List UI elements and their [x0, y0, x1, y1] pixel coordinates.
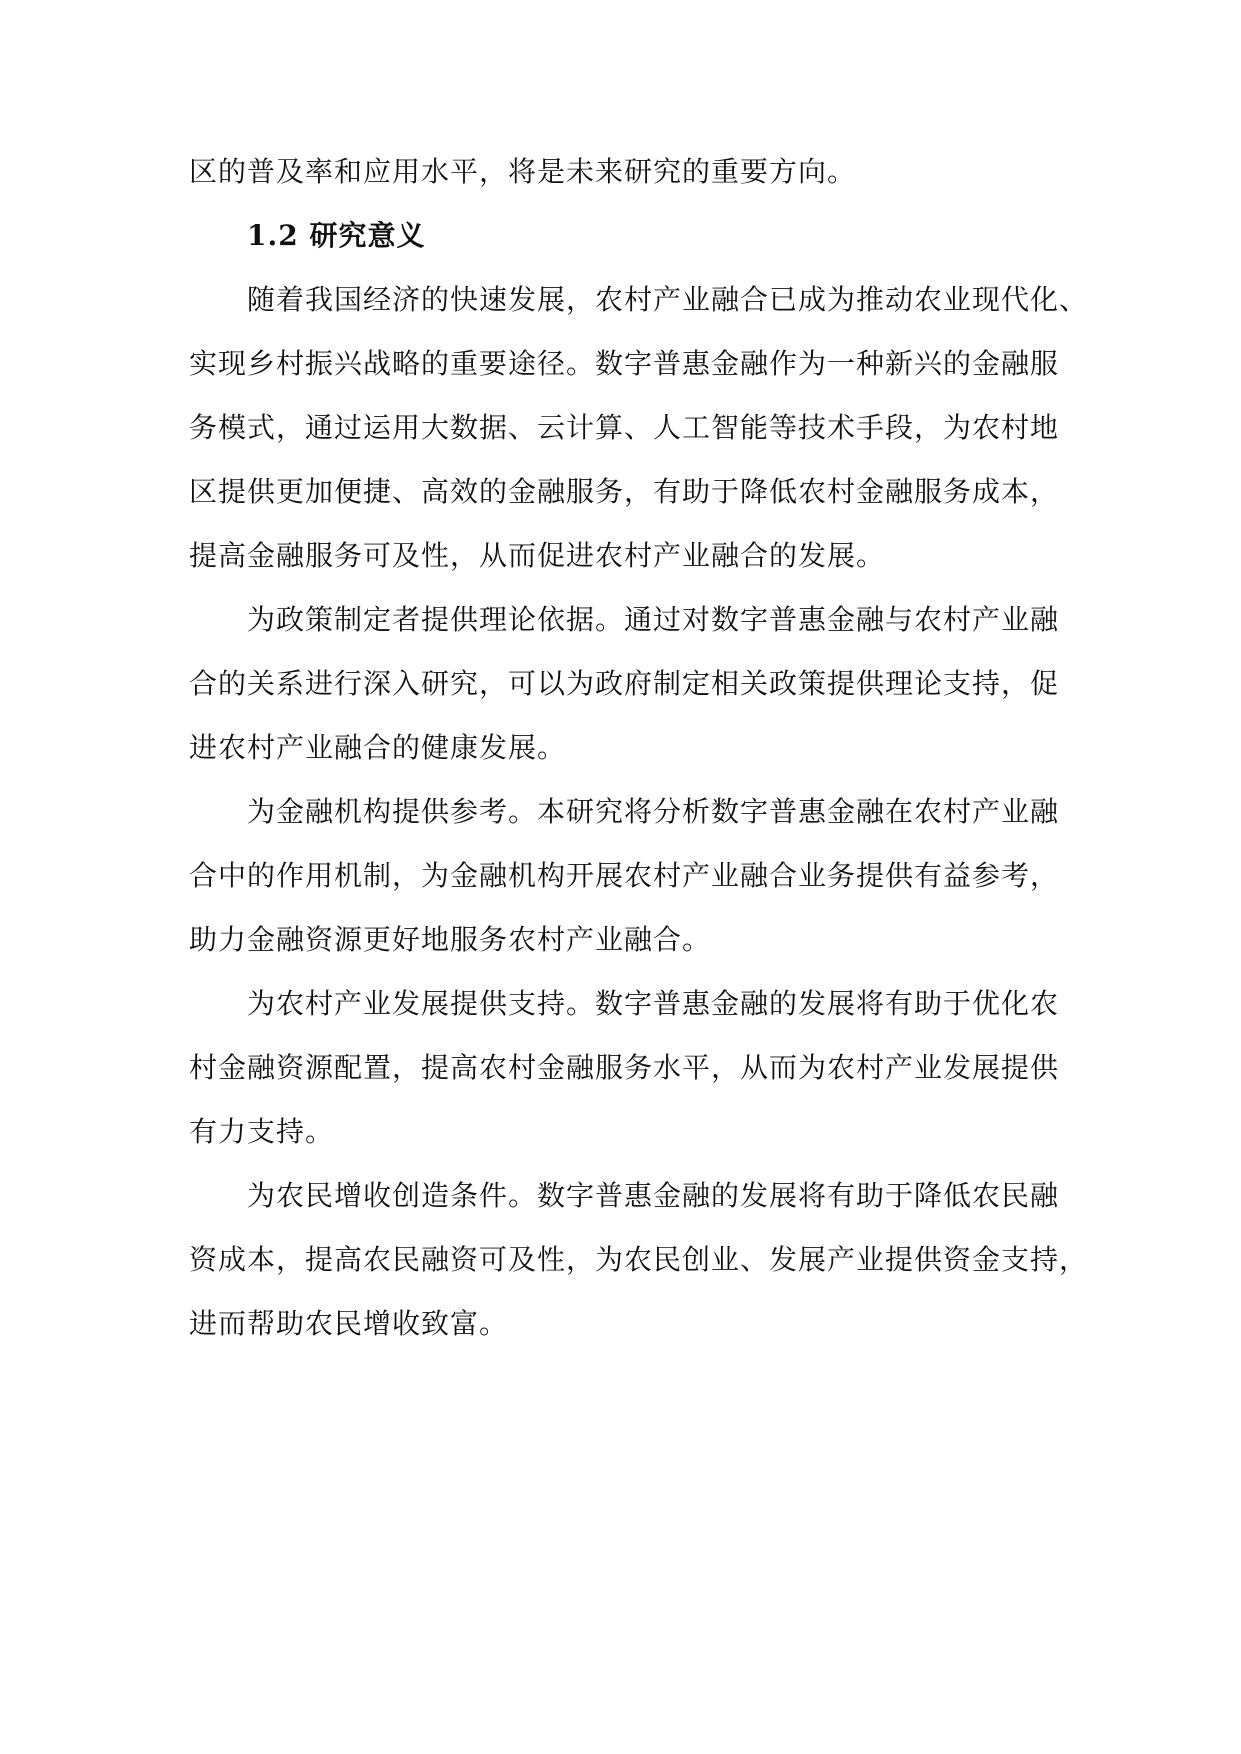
- paragraph-line: 有力支持。: [189, 1115, 335, 1148]
- paragraph-line: 为农民增收创造条件。数字普惠金融的发展将有助于降低农民融: [247, 1179, 1060, 1212]
- paragraph-line: 区提供更加便捷、高效的金融服务，有助于降低农村金融服务成本，: [189, 475, 1060, 508]
- paragraph-line: 村金融资源配置，提高农村金融服务水平，从而为农村产业发展提供: [189, 1051, 1060, 1084]
- paragraph-line: 为政策制定者提供理论依据。通过对数字普惠金融与农村产业融: [247, 603, 1060, 636]
- paragraph-line: 助力金融资源更好地服务农村产业融合。: [189, 923, 712, 956]
- continuation-line: 区的普及率和应用水平，将是未来研究的重要方向。: [189, 155, 857, 188]
- document-body: [189, 140, 1089, 1356]
- paragraph-policy-makers: [189, 588, 1069, 780]
- paragraph-line: 务模式，通过运用大数据、云计算、人工智能等技术手段，为农村地: [189, 411, 1060, 444]
- paragraph-line: 合的关系进行深入研究，可以为政府制定相关政策提供理论支持，促: [189, 667, 1060, 700]
- paragraph-line: 进而帮助农民增收致富。: [189, 1307, 509, 1340]
- paragraph-line: 资成本，提高农民融资可及性，为农民创业、发展产业提供资金支持，: [189, 1243, 1089, 1276]
- paragraph-line: 随着我国经济的快速发展，农村产业融合已成为推动农业现代化、: [247, 283, 1089, 316]
- paragraph-line: 为金融机构提供参考。本研究将分析数字普惠金融在农村产业融: [247, 795, 1060, 828]
- paragraph-line: 为农村产业发展提供支持。数字普惠金融的发展将有助于优化农: [247, 987, 1060, 1020]
- section-heading: 1.2 研究意义: [247, 219, 426, 252]
- paragraph-rural-industry: [189, 972, 1069, 1164]
- paragraph-line: 合中的作用机制，为金融机构开展农村产业融合业务提供有益参考，: [189, 859, 1060, 892]
- paragraph-financial-institutions: [189, 780, 1069, 972]
- paragraph-significance-intro: [189, 268, 1089, 588]
- paragraph-line: 实现乡村振兴战略的重要途径。数字普惠金融作为一种新兴的金融服: [189, 347, 1060, 380]
- paragraph-farmer-income: [189, 1164, 1089, 1356]
- paragraph-line: 进农村产业融合的健康发展。: [189, 731, 567, 764]
- paragraph-line: 提高金融服务可及性，从而促进农村产业融合的发展。: [189, 539, 886, 572]
